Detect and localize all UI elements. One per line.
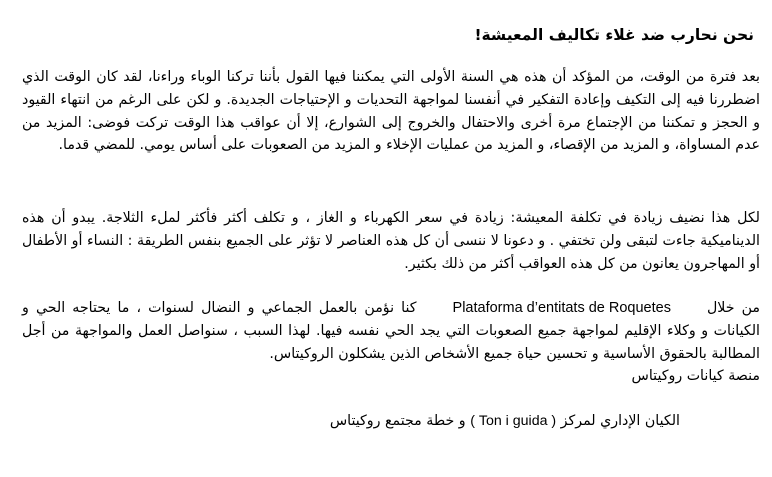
organization-name: Plataforma d’entitats de Roquetes <box>452 300 671 316</box>
document-title: نحن نحارب ضد غلاء تكاليف المعيشة! <box>474 26 754 44</box>
paragraph-cost-of-living: لكل هذا نضيف زيادة في تكلفة المعيشة: زيادة في سعر الكهرباء و الغاز ، و تكلف أكثر فأكثر لملء الثلاجة. يبدو أن هذه الديناميكية جاءت لتبقى ولن تختفي . و دعونا لا ننسى أن كل هذه العناصر لا تؤثر على الجميع بنفس الطريقة : النساء أو الأطفال أو المهاجرون يعانون من كل هذه العواقب أكثر من ذلك بكثير. <box>22 210 760 272</box>
paragraph-collective-action-start: من خلال <box>706 300 760 316</box>
signature-center-name: ( Ton i guida ) <box>470 413 557 429</box>
platform-label: منصة كيانات روكيتاس <box>631 368 760 385</box>
signature-line <box>330 413 680 429</box>
paragraph-collective-action <box>22 297 760 388</box>
signature-end: و خطة مجتمع روكيتاس <box>329 413 466 429</box>
paragraph-pandemic-aftermath: بعد فترة من الوقت، من المؤكد أن هذه هي السنة الأولى التي يمكننا فيها القول بأننا تركنا الوباء وراءنا، لقد كان الوقت الذي اضطررنا فيه إلى التكيف وإعادة التفكير في أنفسنا لمواجهة التحديات و الإحتياجات الجديدة. و لكن على الرغم من انتهاء القيود و الحجز و تمكننا من الإجتماع مرة أخرى والاحتفال والخروج إلى الشوارع، إلا أن عواقب هذا الوقت تركت فوضى: المزيد من عدم المساواة، و المزيد من الإقصاء، و المزيد من عمليات الإخلاء و المزيد من الصعوبات على أساس يومي. للمضي قدما. <box>22 69 760 154</box>
signature-start: الكيان الإداري لمركز <box>560 413 680 429</box>
paragraph-collective-action-rest: كنا نؤمن بالعمل الجماعي و النضال لسنوات ، ما يحتاجه الحي و الكيانات و وكلاء الإقليم لمواجهة جميع الصعوبات التي يجد الحي نفسه فيها. لهذا السبب ، سنواصل العمل والمواجهة من أجل المطالبة بالحقوق الأساسية و تحسين حياة جميع الأشخاص الذين يشكلون الروكيتاس. <box>22 300 760 362</box>
